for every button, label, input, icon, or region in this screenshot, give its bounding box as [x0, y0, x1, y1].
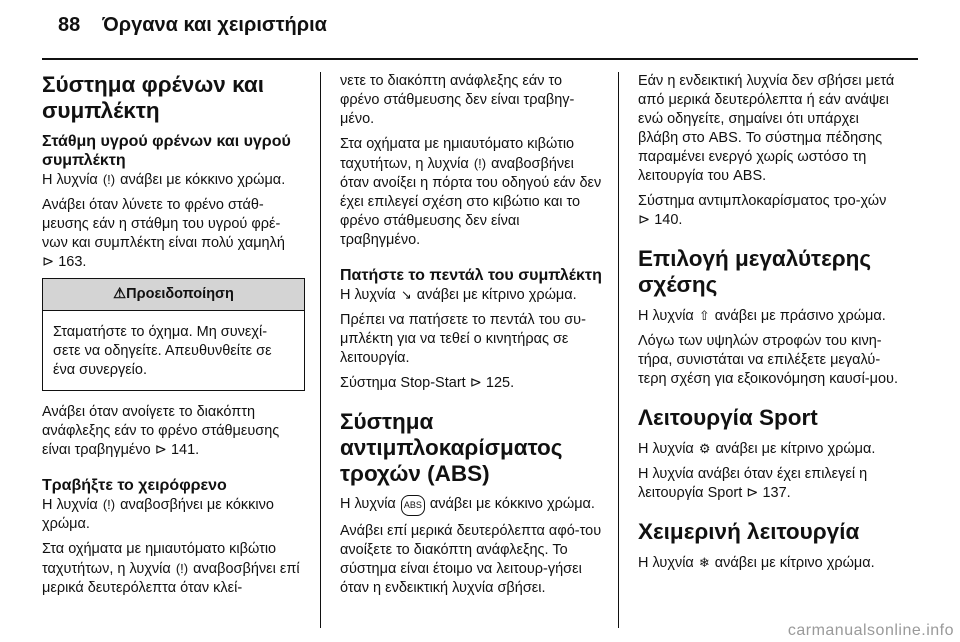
winter-mode-icon: ❄ [698, 555, 710, 570]
brake-warning-icon: (!) [175, 561, 189, 576]
paragraph: Στα οχήματα με ημιαυτόματο κιβώτιο ταχυτήτων, η λυχνία (!) αναβοσβήνει όταν ανοίξει η πόρτα του οδηγού εάν δεν έχει επιλεγεί σχέση στο κιβώτιο και το φρένο στάθμευσης δεν είναι τραβηγμένο. [340, 136, 602, 248]
paragraph: Η λυχνία ⚙ ανάβει με κίτρινο χρώμα. [638, 441, 876, 457]
upshift-icon: ⇧ [698, 308, 710, 323]
section-heading: Λειτουργία Sport [638, 405, 818, 430]
subsection-heading: Πατήστε το πεντάλ του συμπλέκτη [340, 267, 602, 284]
column-divider [320, 72, 321, 628]
ref-arrow-icon: ⊳ [469, 375, 482, 391]
warning-box [42, 278, 305, 391]
column-1 [42, 72, 305, 604]
watermark: carmanualsonline.info [787, 622, 954, 639]
warning-header: ⚠Προειδοποίηση [43, 279, 304, 311]
paragraph: Πρέπει να πατήσετε το πεντάλ του συ-μπλέκτη για να τεθεί ο κινητήρας σε λειτουργία. [340, 312, 586, 366]
paragraph: Σύστημα αντιμπλοκαρίσματος τρο-χών ⊳ 140. [638, 193, 887, 228]
header-rule [42, 58, 918, 60]
ref-arrow-icon: ⊳ [154, 442, 167, 458]
abs-icon: ABS [401, 495, 425, 516]
paragraph: Η λυχνία ↘ ανάβει με κίτρινο χρώμα. [340, 287, 577, 303]
subsection-heading: Στάθμη υγρού φρένων και υγρού συμπλέκτη [42, 133, 291, 169]
paragraph: Η λυχνία ❄ ανάβει με κίτρινο χρώμα. [638, 555, 875, 571]
paragraph: Σύστημα Stop-Start ⊳ 125. [340, 375, 515, 391]
ref-arrow-icon: ⊳ [746, 485, 759, 501]
paragraph: Η λυχνία ανάβει όταν έχει επιλεγεί η λειτουργία Sport ⊳ 137. [638, 466, 868, 501]
column-2 [340, 72, 603, 604]
column-divider [618, 72, 619, 628]
clutch-pedal-icon: ↘ [400, 287, 412, 302]
warning-triangle-icon: ⚠ [113, 286, 127, 302]
paragraph: νετε το διακόπτη ανάφλεξης εάν το φρένο στάθμευσης δεν είναι τραβηγ-μένο. [340, 73, 575, 127]
paragraph: Ανάβει όταν ανοίγετε το διακόπτη ανάφλεξης εάν το φρένο στάθμευσης είναι τραβηγμένο ⊳ 141. [42, 404, 280, 458]
column-3 [638, 72, 901, 579]
ref-arrow-icon: ⊳ [638, 212, 651, 228]
paragraph: Ανάβει επί μερικά δευτερόλεπτα αφό-του ανοίξετε το διακόπτη ανάφλεξης. Το σύστημα είναι έτοιμο να λειτουρ-γήσει όταν η ενδεικτική λυχνία σβήσει. [340, 523, 602, 596]
paragraph: Στα οχήματα με ημιαυτόματο κιβώτιο ταχυτήτων, η λυχνία (!) αναβοσβήνει επί μερικά δευτερόλεπτα όταν κλεί- [42, 541, 300, 596]
page-number: 88 [58, 14, 81, 36]
paragraph: Η λυχνία ABS ανάβει με κόκκινο χρώμα. [340, 495, 603, 516]
paragraph: Εάν η ενδεικτική λυχνία δεν σβήσει μετά από μερικά δευτερόλεπτα ή εάν ανάψει ενώ οδηγείτε, σημαίνει ότι υπάρχει βλάβη στο ABS. Το σύστημα πέδησης παραμένει ενεργό χωρίς ωστόσο τη λειτουργία του ABS. [638, 73, 895, 184]
page-title: Όργανα και χειριστήρια [102, 14, 327, 36]
brake-warning-icon: (!) [102, 172, 116, 187]
brake-warning-icon: (!) [102, 497, 116, 512]
section-heading: Χειμερινή λειτουργία [638, 519, 860, 544]
subsection-heading: Τραβήξτε το χειρόφρενο [42, 477, 227, 494]
brake-warning-icon: (!) [473, 156, 487, 171]
section-heading: Επιλογή μεγαλύτερης σχέσης [638, 246, 872, 297]
ref-arrow-icon: ⊳ [42, 254, 55, 270]
section-heading: Σύστημα αντιμπλοκαρίσματος τροχών (ABS) [340, 409, 563, 486]
paragraph: Λόγω των υψηλών στροφών του κινη-τήρα, συνιστάται να επιλέξετε μεγαλύ-τερη σχέση για εξοικονόμηση καυσί-μου. [638, 333, 899, 387]
paragraph: Η λυχνία ⇧ ανάβει με πράσινο χρώμα. [638, 308, 886, 324]
warning-body: Σταματήστε το όχημα. Μη συνεχί-σετε να οδηγείτε. Απευθυνθείτε σε ένα συνεργείο. [53, 324, 272, 378]
sport-mode-icon: ⚙ [698, 441, 711, 456]
section-heading: Σύστημα φρένων και συμπλέκτη [42, 72, 264, 123]
page-header [58, 14, 327, 37]
paragraph: Η λυχνία (!) αναβοσβήνει με κόκκινο χρώμα. [42, 497, 274, 532]
paragraph: Η λυχνία (!) ανάβει με κόκκινο χρώμα. [42, 172, 286, 188]
paragraph: Ανάβει όταν λύνετε το φρένο στάθ-μευσης εάν η στάθμη του υγρού φρέ-νων και συμπλέκτη είναι πολύ χαμηλή ⊳ 163. [42, 197, 285, 270]
